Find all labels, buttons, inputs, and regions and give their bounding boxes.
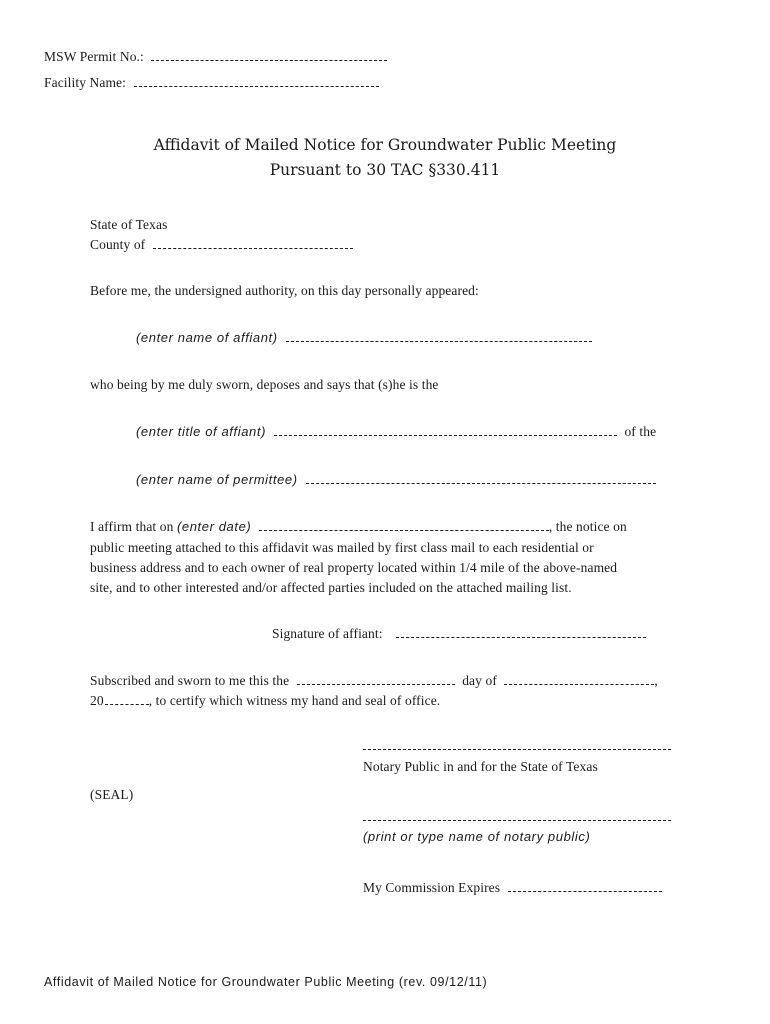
affirm-prefix: I affirm that on [90,519,174,534]
affirm-line-2: public meeting attached to this affidavit was mailed by first class mail to each residential or [90,540,594,555]
year-field[interactable] [105,693,149,705]
enter-date-label: (enter date) [176,519,252,534]
subscribed-line-2 [90,693,440,709]
subscribed-comma: , [654,673,658,688]
subscribed-day-field[interactable] [297,673,455,685]
affirm-line-3: business address and to each owner of real property located within 1/4 mile of the above-named [90,560,618,575]
county-row [90,237,353,253]
commission-field[interactable] [508,880,662,892]
signature-field[interactable] [396,626,646,638]
print-notary-label: (print or type name of notary public) [363,829,591,844]
state-line: State of Texas [90,217,168,232]
msw-permit-label: MSW Permit No.: [44,49,144,64]
county-label: County of [90,237,146,252]
affiant-name-field[interactable] [286,330,592,342]
signature-row [272,626,646,642]
certify-text: , to certify which witness my hand and seal of office. [148,693,441,708]
subscribed-line-1 [90,673,658,689]
affiant-title-row [136,424,656,440]
facility-name-field[interactable] [134,75,379,87]
commission-label: My Commission Expires [363,880,501,895]
commission-row [363,880,662,896]
year-prefix: 20 [90,693,104,708]
affirm-line-4: site, and to other interested and/or affected parties included on the attached mailing list. [90,580,572,595]
facility-name-label: Facility Name: [44,75,127,90]
affiant-title-field[interactable] [274,424,617,436]
msw-permit-field[interactable] [151,49,387,61]
document-title: Affidavit of Mailed Notice for Groundwater Public Meeting [153,136,617,154]
affiant-name-row [136,330,592,345]
permittee-field[interactable] [306,472,656,484]
affirm-line-1 [90,519,627,535]
day-of-text: day of [462,673,497,688]
affiant-title-label: (enter title of affiant) [136,424,267,439]
county-field[interactable] [153,237,353,249]
affirm-suffix: , the notice on [548,519,627,534]
facility-name-row [44,75,379,91]
notary-signature-line[interactable] [363,741,671,750]
permittee-row [136,472,656,487]
permittee-label: (enter name of permittee) [136,472,298,487]
of-the-text: of the [624,424,657,439]
notary-label: Notary Public in and for the State of Texas [363,759,598,774]
date-field[interactable] [259,519,549,531]
sworn-text: who being by me duly sworn, deposes and says that (s)he is the [90,377,439,392]
footer-text: Affidavit of Mailed Notice for Groundwater Public Meeting (rev. 09/12/11) [44,975,488,989]
signature-label: Signature of affiant: [272,626,383,641]
subscribed-prefix: Subscribed and sworn to me this the [90,673,290,688]
document-subtitle: Pursuant to 30 TAC §330.411 [269,161,501,179]
affiant-name-label: (enter name of affiant) [136,330,278,345]
notary-name-line[interactable] [363,812,671,821]
msw-permit-row [44,49,387,65]
seal-label: (SEAL) [90,787,134,802]
subscribed-month-field[interactable] [504,673,654,685]
intro-text: Before me, the undersigned authority, on this day personally appeared: [90,283,479,298]
